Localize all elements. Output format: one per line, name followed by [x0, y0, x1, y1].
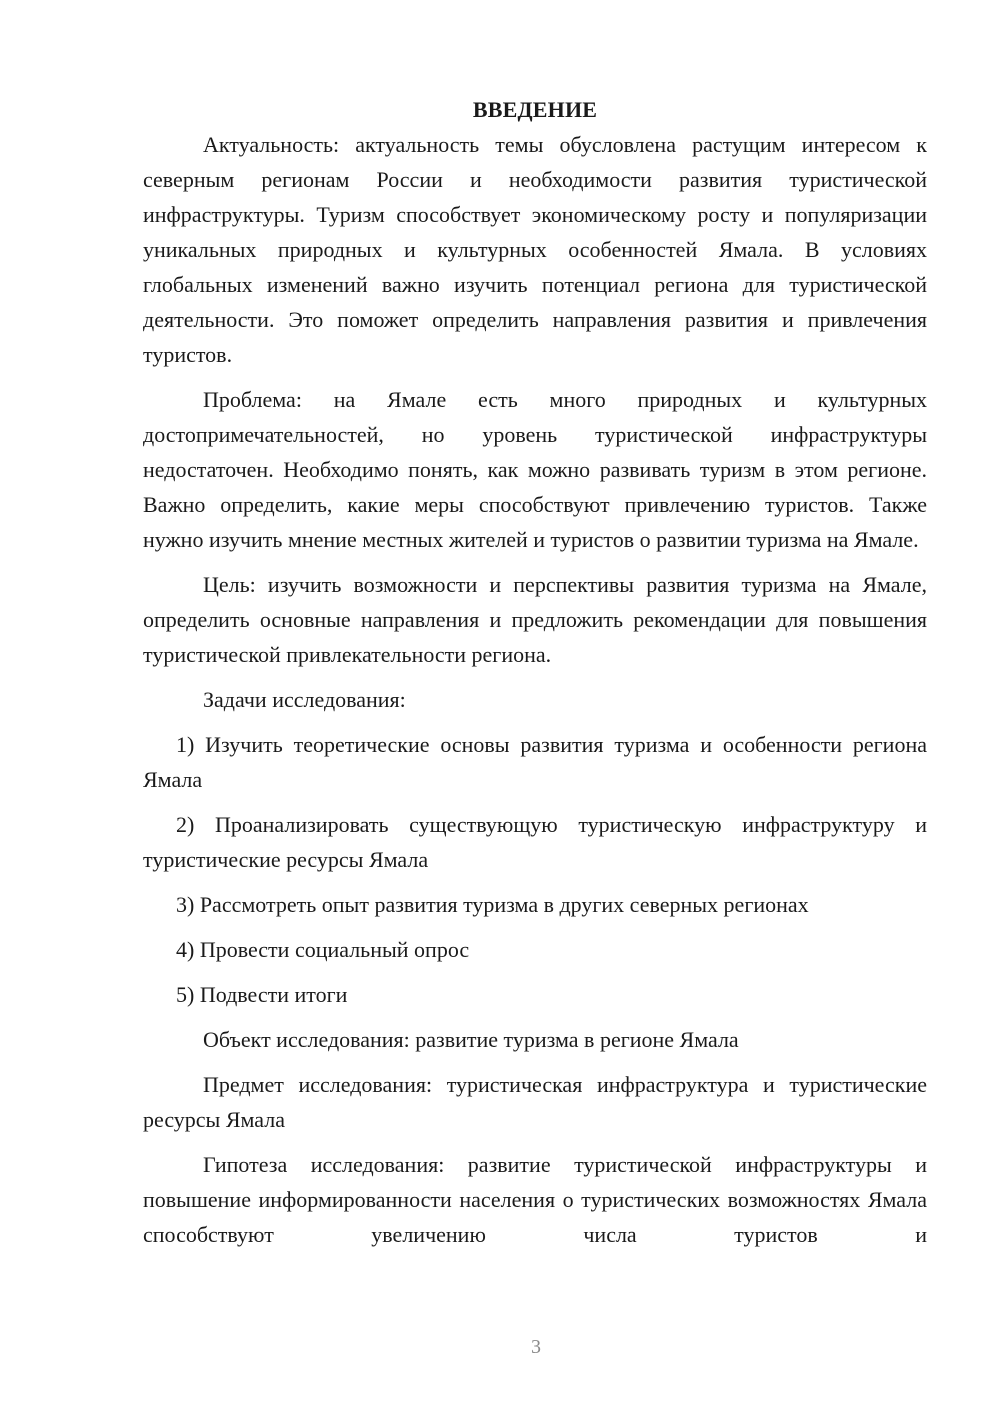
task-item: 1) Изучить теоретические основы развития туризма и особенности региона Ямала: [143, 732, 927, 792]
paragraph-problem: Проблема: на Ямале есть много природных и культурных достопримечательностей, но уровень туристической инфраструктуры недостаточен. Необходимо понять, как можно развивать туризм в этом регионе. Важно определить, какие меры способствуют привлечению туристов. Также нужно изучить мнение местных жителей и туристов о развитии туризма на Ямале.: [143, 387, 927, 552]
paragraph-goal: Цель: изучить возможности и перспективы развития туризма на Ямале, определить основные направления и предложить рекомендации для повышения туристической привлекательности региона.: [143, 572, 927, 667]
section-title: ВВЕДЕНИЕ: [472, 97, 598, 122]
task-item: 5) Подвести итоги: [176, 982, 348, 1007]
paragraph-relevance: Актуальность: актуальность темы обусловлена растущим интересом к северным регионам России и необходимости развития туристической инфраструктуры. Туризм способствует экономическому росту и популяризации уникальных природных и культурных особенностей Ямала. В условиях глобальных изменений важно изучить потенциал региона для туристической деятельности. Это поможет определить направления развития и привлечения туристов.: [143, 132, 927, 367]
paragraph-hypothesis: Гипотеза исследования: развитие туристической инфраструктуры и повышение информированности населения о туристических возможностях Ямала способствуют увеличению числа туристов и: [143, 1152, 927, 1247]
paragraph-subject: Предмет исследования: туристическая инфраструктура и туристические ресурсы Ямала: [143, 1072, 927, 1132]
tasks-heading: Задачи исследования:: [203, 687, 406, 712]
task-item: 4) Провести социальный опрос: [176, 937, 470, 962]
task-item: 3) Рассмотреть опыт развития туризма в других северных регионах: [176, 892, 809, 917]
task-item: 2) Проанализировать существующую туристическую инфраструктуру и туристические ресурсы Ямала: [143, 812, 927, 872]
page-number: 3: [531, 1336, 541, 1358]
paragraph-object: Объект исследования: развитие туризма в регионе Ямала: [203, 1027, 739, 1052]
document-page: [143, 92, 927, 1252]
